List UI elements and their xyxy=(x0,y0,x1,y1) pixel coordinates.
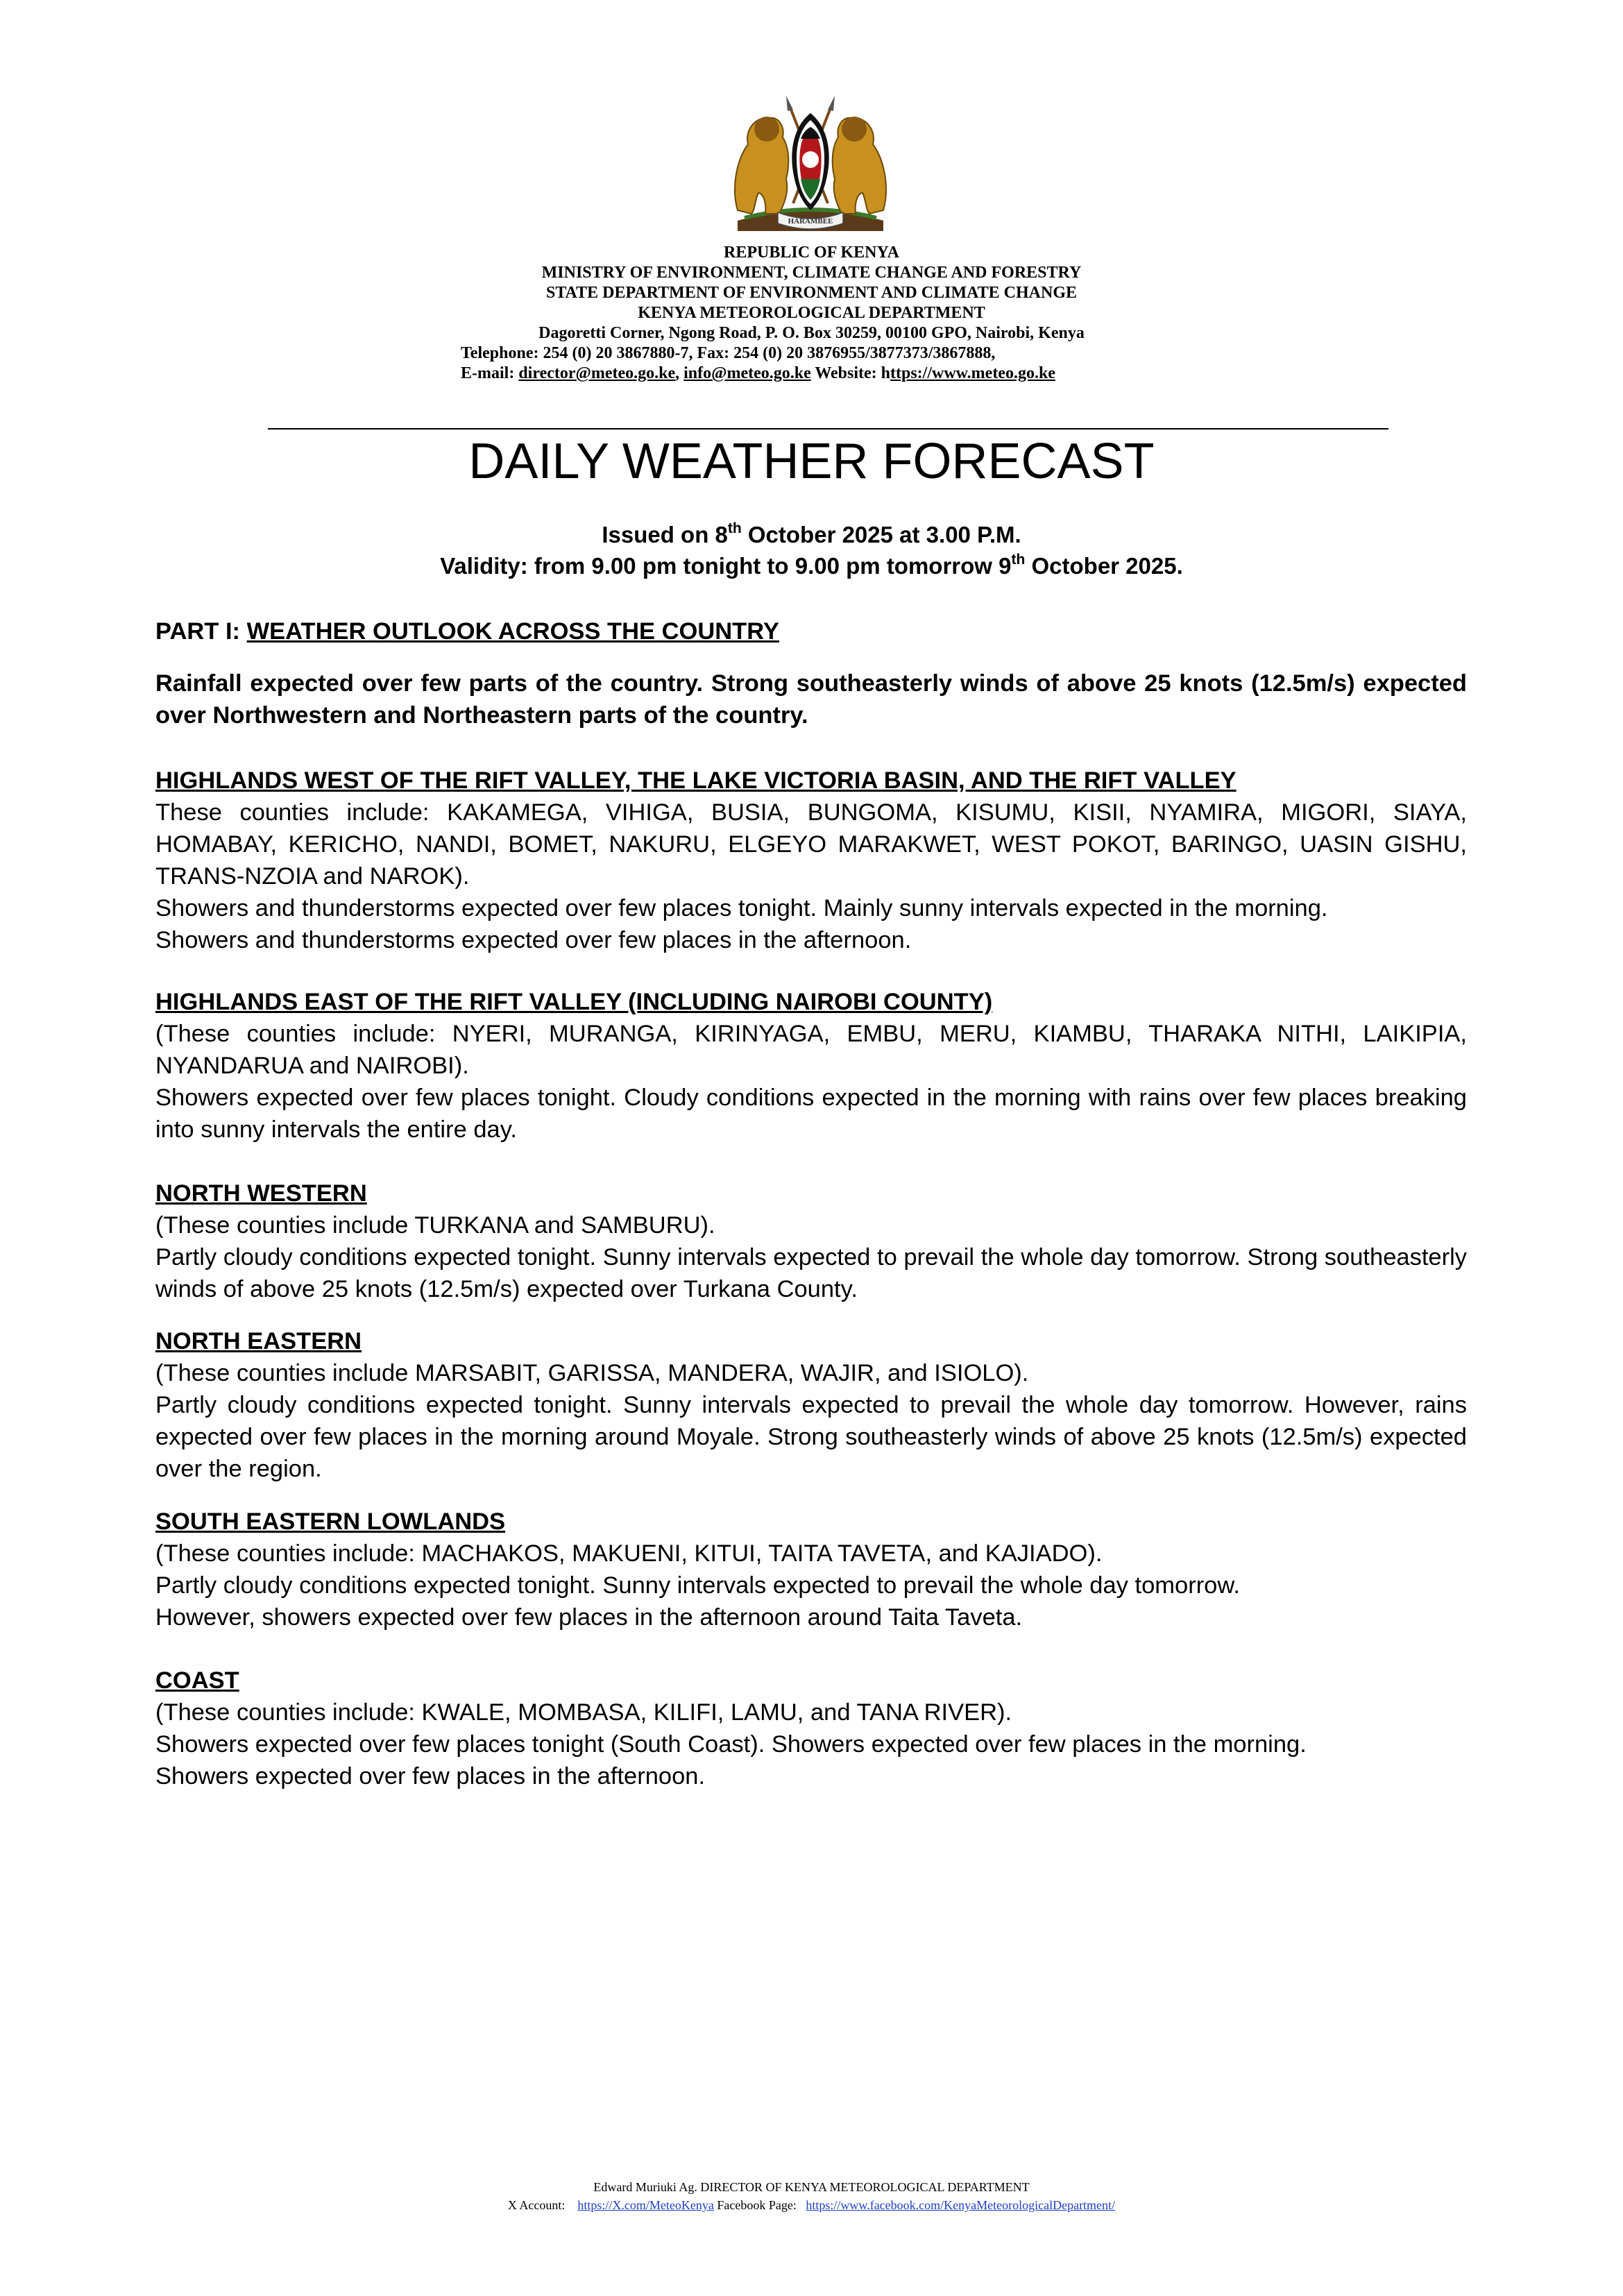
letterhead-address: Dagoretti Corner, Ngong Road, P. O. Box 30259, 00100 GPO, Nairobi, Kenya xyxy=(538,324,1085,342)
letterhead-contact-line xyxy=(461,364,1055,383)
issued-line: Issued on 8th October 2025 at 3.00 P.M. xyxy=(602,520,1021,547)
summary-text: Rainfall expected over few parts of the country. Strong southeasterly winds of above 25 knots (12.5m/s) expected over Northwestern and Northeastern parts of the country. xyxy=(155,670,1467,729)
website-label: Website: h xyxy=(815,364,890,382)
region-forecast: Partly cloudy conditions expected tonight. Sunny intervals expected to prevail the whole day tomorrow. However, rains expected over few places in the morning around Moyale. Strong southeasterly winds of above 25 knots (12.5m/s) expected over the region. xyxy=(155,1392,1467,1482)
region-heading: NORTH EASTERN xyxy=(155,1328,362,1354)
document-title: DAILY WEATHER FORECAST xyxy=(468,434,1155,489)
region-coast xyxy=(155,1665,1467,1792)
facebook-label: Facebook Page: xyxy=(717,2198,797,2212)
region-south-eastern-lowlands xyxy=(155,1506,1467,1633)
x-account-label: X Account: xyxy=(507,2198,566,2212)
email-separator: , xyxy=(675,364,680,382)
footer-social-line xyxy=(0,2196,1623,2214)
region-forecast: Partly cloudy conditions expected tonight. Sunny intervals expected to prevail the whole day tomorrow. xyxy=(155,1572,1240,1599)
email-info-link[interactable]: info@meteo.go.ke xyxy=(683,364,811,382)
email-director-link[interactable]: director@meteo.go.ke xyxy=(518,364,676,382)
facebook-link[interactable]: https://www.facebook.com/KenyaMeteorologicalDepartment/ xyxy=(806,2198,1116,2212)
region-heading: COAST xyxy=(155,1667,239,1694)
part1-heading: PART I: WEATHER OUTLOOK ACROSS THE COUNTRY xyxy=(155,618,779,645)
header-divider xyxy=(268,428,1388,430)
validity-line: Validity: from 9.00 pm tonight to 9.00 pm tomorrow 9th October 2025. xyxy=(440,552,1183,579)
region-forecast: Showers and thunderstorms expected over few places tonight. Mainly sunny intervals expected in the morning. xyxy=(155,895,1328,921)
letterhead-republic: REPUBLIC OF KENYA xyxy=(724,244,899,262)
region-highlands-west xyxy=(155,765,1467,956)
region-north-eastern xyxy=(155,1325,1467,1485)
email-label: E-mail: xyxy=(461,364,515,382)
letterhead-ministry: MINISTRY OF ENVIRONMENT, CLIMATE CHANGE AND FORESTRY xyxy=(541,264,1082,282)
region-counties: (These counties include MARSABIT, GARISSA, MANDERA, WAJIR, and ISIOLO). xyxy=(155,1360,1029,1386)
letterhead-telephone: Telephone: 254 (0) 20 3867880-7, Fax: 254 (0) 20 3876955/3877373/3867888, xyxy=(461,344,996,362)
letterhead-state-department: STATE DEPARTMENT OF ENVIRONMENT AND CLIMATE CHANGE xyxy=(545,284,1077,302)
region-forecast: Showers expected over few places tonight. Cloudy conditions expected in the morning with rains over few places breaking into sunny intervals the entire day. xyxy=(155,1085,1467,1143)
x-account-link[interactable]: https://X.com/MeteoKenya xyxy=(577,2198,714,2212)
website-link[interactable]: ttps://www.meteo.go.ke xyxy=(890,364,1055,382)
region-forecast: Showers and thunderstorms expected over few places in the afternoon. xyxy=(155,927,912,953)
region-forecast: Partly cloudy conditions expected tonight. Sunny intervals expected to prevail the whole day tomorrow. Strong southeasterly winds of above 25 knots (12.5m/s) expected over Turkana County. xyxy=(155,1244,1467,1302)
region-forecast: Showers expected over few places in the afternoon. xyxy=(155,1763,706,1789)
footer-signatory: Edward Muriuki Ag. DIRECTOR OF KENYA METEOROLOGICAL DEPARTMENT xyxy=(593,2180,1030,2194)
region-counties: (These counties include: NYERI, MURANGA, KIRINYAGA, EMBU, MERU, KIAMBU, THARAKA NITHI, LAIKIPIA, NYANDARUA and NAIROBI). xyxy=(155,1021,1467,1079)
coat-motto: HARAMBEE xyxy=(788,217,833,226)
region-highlands-east xyxy=(155,986,1467,1146)
region-forecast: Showers expected over few places tonight (South Coast). Showers expected over few places in the morning. xyxy=(155,1731,1307,1758)
region-heading: NORTH WESTERN xyxy=(155,1180,367,1207)
region-forecast: However, showers expected over few places in the afternoon around Taita Taveta. xyxy=(155,1604,1023,1631)
region-heading: HIGHLANDS WEST OF THE RIFT VALLEY, THE LAKE VICTORIA BASIN, AND THE RIFT VALLEY xyxy=(155,767,1237,794)
region-heading: SOUTH EASTERN LOWLANDS xyxy=(155,1508,506,1535)
region-counties: (These counties include: KWALE, MOMBASA, KILIFI, LAMU, and TANA RIVER). xyxy=(155,1699,1012,1726)
region-counties: (These counties include TURKANA and SAMBURU). xyxy=(155,1212,715,1239)
region-counties: (These counties include: MACHAKOS, MAKUENI, KITUI, TAITA TAVETA, and KAJIADO). xyxy=(155,1540,1103,1567)
letterhead-department: KENYA METEOROLOGICAL DEPARTMENT xyxy=(638,304,985,322)
region-counties: These counties include: KAKAMEGA, VIHIGA, BUSIA, BUNGOMA, KISUMU, KISII, NYAMIRA, MIGORI, SIAYA, HOMABAY, KERICHO, NANDI, BOMET, NAKURU, ELGEYO MARAKWET, WEST POKOT, BARINGO, UASIN GISHU, TRANS-NZOIA and NAROK). xyxy=(155,799,1467,890)
kenya-coat-of-arms-icon xyxy=(724,89,897,238)
region-heading: HIGHLANDS EAST OF THE RIFT VALLEY (INCLUDING NAIROBI COUNTY) xyxy=(155,989,993,1015)
region-north-western xyxy=(155,1177,1467,1305)
